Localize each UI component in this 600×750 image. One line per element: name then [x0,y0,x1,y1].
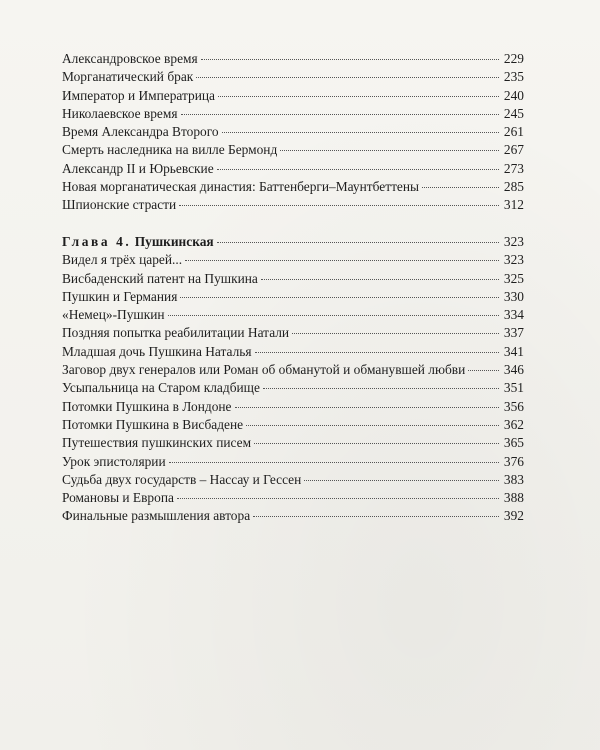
toc-entry [62,324,524,342]
toc-entry-title: Потомки Пушкина в Лондоне [62,398,232,414]
toc-entry-page-number: 240 [503,87,524,103]
toc-entry [62,196,524,214]
dot-leader [201,58,499,60]
dot-leader [263,387,499,389]
toc-entry [62,471,524,489]
dot-leader [280,149,499,151]
dot-leader [292,332,499,334]
toc-entry-page-number: 312 [503,197,524,213]
toc-entry-page-number: 376 [503,453,524,469]
dot-leader [246,424,499,426]
toc-entry-page-number: 235 [503,69,524,85]
toc-entry [62,123,524,141]
toc-entry-page-number: 285 [503,179,524,195]
toc-entry-page-number: 341 [503,343,524,359]
dot-leader [185,259,499,261]
table-of-contents [62,50,524,526]
dot-leader [181,113,499,115]
toc-entry-title: Усыпальница на Старом кладбище [62,380,260,396]
chapter-page-number: 323 [503,233,524,249]
toc-entry-title: Судьба двух государств – Нассау и Гессен [62,471,302,487]
toc-entry [62,68,524,86]
toc-entry-title: Потомки Пушкина в Висбадене [62,416,244,432]
toc-entry-title: Пушкин и Германия [62,288,178,304]
dot-leader [254,442,499,444]
toc-entry-title: Морганатический брак [62,69,194,85]
toc-entry [62,306,524,324]
chapter-prefix: Глава 4. [62,233,132,249]
dot-leader [180,296,499,298]
toc-chapter-heading [62,233,524,251]
dot-leader [177,497,499,499]
toc-entry-page-number: 383 [503,471,524,487]
toc-entry [62,434,524,452]
toc-entry-title: Смерть наследника на вилле Бермонд [62,142,278,158]
toc-entry-title: Александр II и Юрьевские [62,160,214,176]
toc-entry-title: Висбаденский патент на Пушкина [62,270,258,286]
dot-leader [255,351,499,353]
toc-entry-page-number: 261 [503,124,524,140]
toc-entry [62,398,524,416]
toc-entry [62,178,524,196]
dot-leader [217,168,499,170]
toc-entry [62,288,524,306]
toc-entry-page-number: 362 [503,416,524,432]
toc-entry-title: Александровское время [62,51,198,66]
toc-entry [62,361,524,379]
dot-leader [169,461,499,463]
toc-entry-page-number: 356 [503,398,524,414]
toc-entry-title: Шпионские страсти [62,197,177,213]
toc-entry-page-number: 245 [503,105,524,121]
toc-entry [62,105,524,123]
chapter-title [62,233,214,251]
toc-entry-title: Видел я трёх царей... [62,252,183,268]
toc-entry-page-number: 334 [503,307,524,323]
toc-entry [62,379,524,397]
toc-entry [62,453,524,471]
toc-entry-title: Финальные размышления автора [62,508,251,524]
dot-leader [468,369,499,371]
dot-leader [253,515,499,517]
dot-leader [422,186,499,188]
toc-entry-title: Время Александра Второго [62,124,219,140]
toc-entry [62,160,524,178]
toc-entry-page-number: 229 [503,51,524,66]
toc-entry [62,416,524,434]
chapter-name: Пушкинская [134,233,214,249]
toc-entry-title: Николаевское время [62,105,178,121]
toc-entry-title: Романовы и Европа [62,490,174,506]
toc-entry-page-number: 365 [503,435,524,451]
toc-entry-page-number: 325 [503,270,524,286]
toc-entry-page-number: 388 [503,490,524,506]
toc-entry [62,141,524,159]
dot-leader [196,76,499,78]
dot-leader [261,278,499,280]
toc-entry [62,50,524,68]
toc-entry-title: Урок эпистолярии [62,453,166,469]
toc-entry [62,343,524,361]
toc-entry [62,87,524,105]
toc-entry-title: Поздняя попытка реабилитации Натали [62,325,290,341]
dot-leader [222,131,499,133]
toc-entry-title: Император и Императрица [62,87,216,103]
toc-entry-page-number: 392 [503,508,524,524]
dot-leader [179,204,499,206]
toc-entry-page-number: 323 [503,252,524,268]
toc-section-chapter-4 [62,251,524,525]
dot-leader [218,95,499,97]
toc-entry-page-number: 330 [503,288,524,304]
toc-entry-title: Путешествия пушкинских писем [62,435,252,451]
section-gap [62,215,524,233]
toc-entry [62,507,524,525]
dot-leader [235,406,499,408]
toc-entry-page-number: 267 [503,142,524,158]
dot-leader [217,241,499,243]
toc-entry-title: Новая морганатическая династия: Баттенберги–Маунтбеттены [62,179,420,195]
toc-entry-page-number: 337 [503,325,524,341]
toc-entry-page-number: 273 [503,160,524,176]
dot-leader [304,479,499,481]
toc-section-previous-chapter [62,50,524,215]
toc-entry-title: «Немец»-Пушкин [62,307,165,323]
toc-entry-title: Заговор двух генералов или Роман об обманутой и обманувшей любви [62,362,466,378]
toc-entry [62,270,524,288]
toc-entry-title: Младшая дочь Пушкина Наталья [62,343,252,359]
toc-entry-page-number: 346 [503,362,524,378]
toc-entry [62,489,524,507]
toc-entry [62,251,524,269]
toc-entry-page-number: 351 [503,380,524,396]
dot-leader [168,314,499,316]
